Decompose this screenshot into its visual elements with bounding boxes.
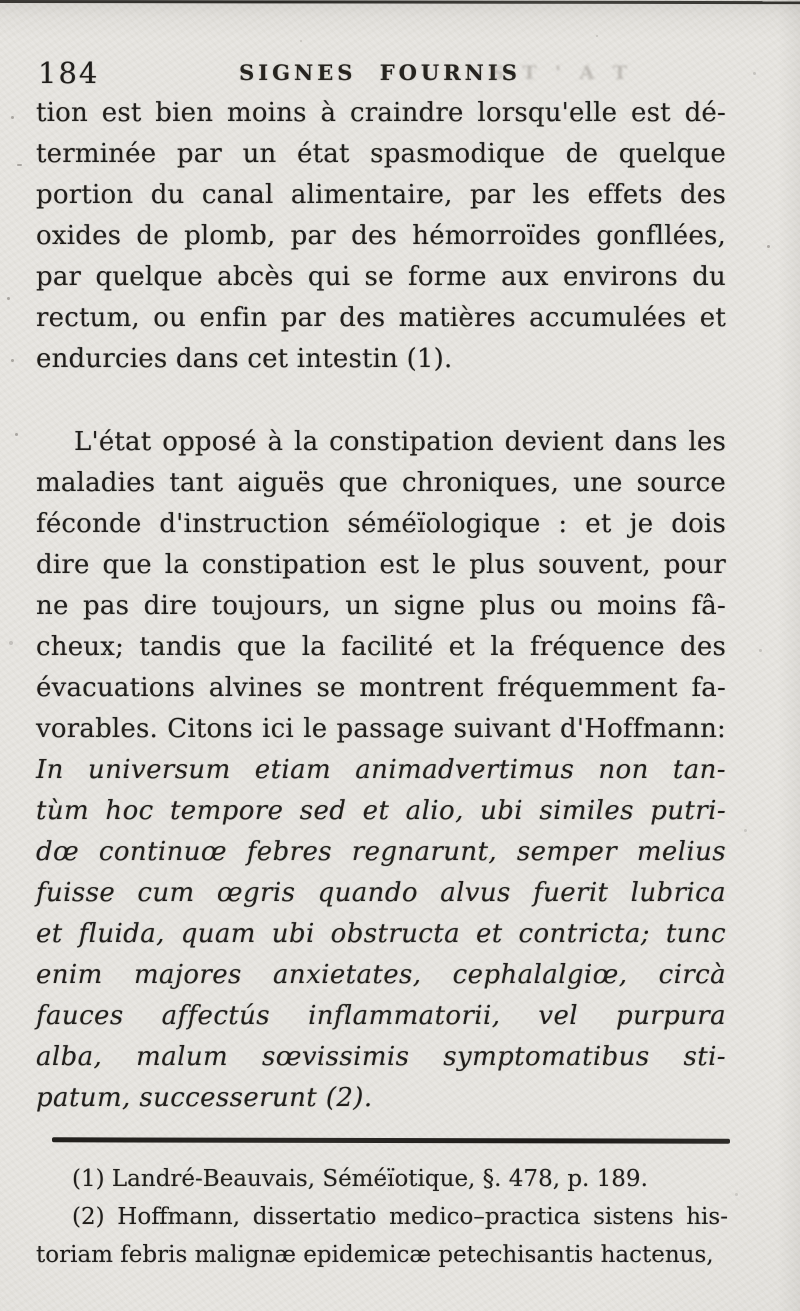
page-number: 184 — [38, 56, 100, 90]
text-line: dire que la constipation est le plus souvent, pour — [36, 550, 726, 580]
text-line: endurcies dans cet intestin (1). — [36, 344, 453, 374]
text-line: alba, malum sœvissimis symptomatibus sti- — [36, 1042, 726, 1072]
text-line: patum, successerunt (2). — [36, 1083, 373, 1113]
text-line: féconde d'instruction séméïologique : et je dois — [36, 509, 726, 539]
text-line: enim majores anxietates, cephalalgiœ, circà — [36, 960, 726, 990]
scan-top-edge — [0, 0, 800, 4]
text-line: L'état opposé à la constipation devient dans les — [74, 427, 726, 457]
text-line: vorables. Citons ici le passage suivant d'Hoffmann: — [36, 714, 726, 744]
ink-bleed-ghost-text: S T ' A T — [490, 62, 634, 84]
text-line: tion est bien moins à craindre lorsqu'elle est dé- — [36, 98, 726, 128]
text-line: (1) Landré-Beauvais, Séméïotique, §. 478, p. 189. — [72, 1166, 648, 1192]
paragraph-2 — [36, 422, 726, 1119]
text-line: maladies tant aiguës que chroniques, une source — [36, 468, 726, 498]
text-line: et fluida, quam ubi obstructa et contricta; tunc — [36, 919, 726, 949]
text-line: terminée par un état spasmodique de quelque — [36, 139, 726, 169]
text-line: ne pas dire toujours, un signe plus ou moins fâ- — [36, 591, 726, 621]
body-text — [36, 93, 726, 1119]
footnotes — [36, 1160, 728, 1274]
paragraph-1 — [36, 93, 726, 380]
text-line: par quelque abcès qui se forme aux environs du — [36, 262, 726, 292]
text-line: évacuations alvines se montrent fréquemment fa- — [36, 673, 726, 703]
text-line: (2) Hoffmann, dissertatio medico–practica sistens his- — [72, 1204, 728, 1230]
paper-specks — [0, 0, 2, 2]
text-line: rectum, ou enfin par des matières accumulées et — [36, 303, 726, 333]
text-line: dœ continuœ febres regnarunt, semper melius — [36, 837, 726, 867]
text-line: cheux; tandis que la facilité et la fréquence des — [36, 632, 726, 662]
text-line: oxides de plomb, par des hémorroïdes gonfllées, — [36, 221, 726, 251]
running-head: SIGNES FOURNIS — [239, 60, 521, 85]
text-line: In universum etiam animadvertimus non tan- — [36, 755, 726, 785]
text-line: fauces affectús inflammatorii, vel purpura — [36, 1001, 726, 1031]
text-line: toriam febris malignæ epidemicæ petechisantis hactenus, — [36, 1242, 714, 1268]
text-line: fuisse cum œgris quando alvus fuerit lubrica — [36, 878, 726, 908]
text-line: tùm hoc tempore sed et alio, ubi similes putri- — [36, 796, 726, 826]
footnote-separator — [52, 1137, 730, 1143]
text-line: portion du canal alimentaire, par les effets des — [36, 180, 726, 210]
